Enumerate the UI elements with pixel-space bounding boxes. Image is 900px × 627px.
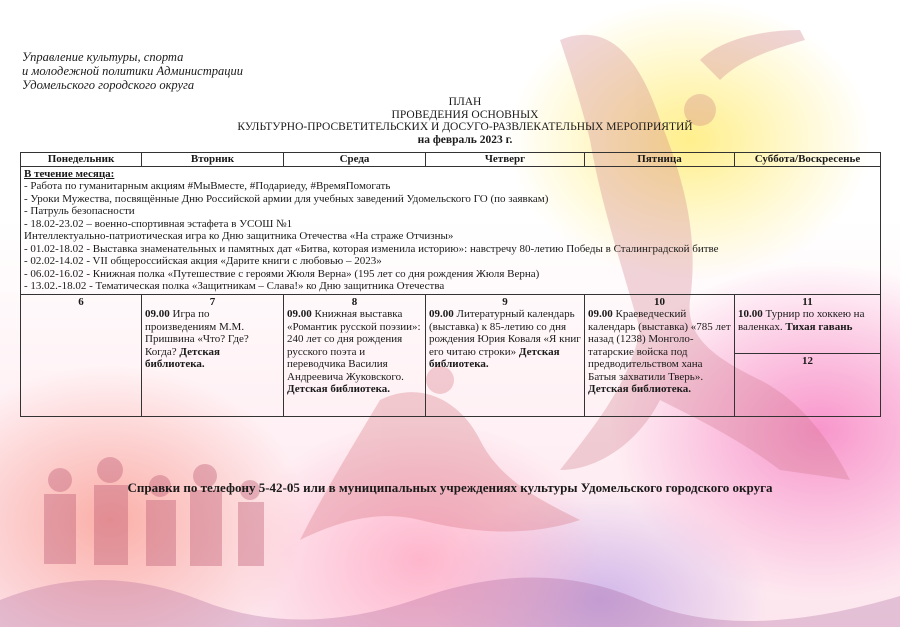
event-time: 09.00: [145, 308, 170, 320]
month-item: - 13.02.-18.02 - Тематическая полка «Защитникам – Слава!» ко Дню защитника Отечества: [24, 280, 445, 292]
day-cell-sun: [735, 353, 881, 416]
month-row: [21, 166, 881, 294]
event-venue: Тихая гавань: [785, 320, 853, 333]
event-description: Игра по произведениям М.М. Пришвина «Что? Где? Когда?: [145, 308, 249, 358]
events-table: [20, 152, 881, 417]
day-number: 10: [654, 295, 665, 308]
event-text: [429, 308, 581, 371]
month-item: - 18.02-23.02 – военно-спортивная эстафета в УСОШ №1: [24, 217, 293, 230]
event-time: 09.00: [588, 308, 613, 320]
month-events-cell: [21, 166, 881, 294]
event-venue: Детская библиотека.: [287, 383, 391, 395]
day-cell-fri: [585, 294, 735, 416]
plan-title: [100, 96, 830, 146]
month-item: Интеллектуально-патриотическая игра ко Дню защитника Отечества «На страже Отчизны»: [24, 230, 454, 242]
day-cell-sat: [735, 294, 881, 353]
org-line-1: Управление культуры, спорта: [22, 50, 184, 64]
organization-header: [22, 50, 243, 92]
month-item: - 01.02-18.02 - Выставка знаменательных и памятных дат «Битва, которая изменила историю»: навстречу 80-летию Победы в Сталинградской битве: [24, 242, 719, 255]
org-line-2: и молодежной политики Администрации: [22, 64, 243, 78]
day-cell-mon: [21, 294, 142, 416]
title-line-2: ПРОВЕДЕНИЯ ОСНОВНЫХ: [391, 108, 539, 121]
col-thursday: Четверг: [426, 153, 585, 167]
day-number: 11: [802, 295, 813, 308]
month-item: - 06.02-16.02 - Книжная полка «Путешествие с героями Жюля Верна» (195 лет со дня рождения Жюля Верна): [24, 267, 540, 280]
col-weekend: Суббота/Воскресенье: [735, 153, 881, 167]
event-time: 09.00: [429, 308, 454, 320]
week-row: [21, 294, 881, 353]
event-description: Книжная выставка «Романтик русской поэзии»: 240 лет со дня рождения русского поэта и переводчика Василия Андреевича Жуковского.: [287, 308, 421, 383]
day-number: 8: [351, 295, 358, 308]
title-line-1: ПЛАН: [448, 96, 482, 108]
event-text: [738, 308, 877, 333]
event-text: [287, 308, 422, 396]
day-number: 6: [78, 295, 84, 308]
col-tuesday: Вторник: [142, 153, 284, 167]
event-time: 10.00: [738, 308, 763, 320]
col-friday: Пятница: [585, 153, 735, 167]
day-number: 12: [802, 354, 813, 367]
title-date: на февраль 2023 г.: [417, 133, 513, 146]
contact-footer: Справки по телефону 5-42-05 или в муниципальных учреждениях культуры Удомельского городского округа: [127, 480, 773, 495]
event-text: [145, 308, 280, 371]
month-item: - Работа по гуманитарным акциям #МыВместе, #Подариеду, #ВремяПомогать: [24, 180, 391, 192]
col-wednesday: Среда: [284, 153, 426, 167]
month-item: - Уроки Мужества, посвящённые Дню Российской армии для учебных заведений Удомельского ГО (по заявкам): [24, 192, 549, 205]
month-heading: В течение месяца:: [24, 167, 115, 180]
event-description: Литературный календарь (выставка) к 85-летию со дня рождения Юрия Коваля «Я книг его читаю строки»: [429, 308, 581, 358]
event-text: [588, 308, 731, 396]
col-monday: Понедельник: [21, 153, 142, 167]
month-item: - Патруль безопасности: [24, 205, 135, 217]
day-cell-thu: [426, 294, 585, 416]
event-time: 09.00: [287, 308, 312, 320]
day-cell-wed: [284, 294, 426, 416]
table-header-row: [21, 153, 881, 167]
org-line-3: Удомельского городского округа: [22, 78, 195, 92]
day-number: 9: [502, 295, 508, 308]
event-venue: Детская библиотека.: [145, 345, 221, 370]
event-description: Краеведческий календарь (выставка) «785 лет назад (1238) Монголо-татарские войска под предводительством хана Батыя захватили Тверь».: [588, 308, 731, 383]
month-item: - 02.02-14.02 - VII общероссийская акция «Дарите книги с любовью – 2023»: [24, 255, 382, 267]
event-description: Турнир по хоккею на валенках.: [738, 308, 865, 333]
day-number: 7: [209, 295, 216, 308]
event-venue: Детская библиотека.: [588, 383, 692, 395]
title-line-3: КУЛЬТУРНО-ПРОСВЕТИТЕЛЬСКИХ И ДОСУГО-РАЗВЛЕКАТЕЛЬНЫХ МЕРОПРИЯТИЙ: [237, 121, 693, 133]
day-cell-tue: [142, 294, 284, 416]
event-venue: Детская библиотека.: [429, 345, 560, 370]
